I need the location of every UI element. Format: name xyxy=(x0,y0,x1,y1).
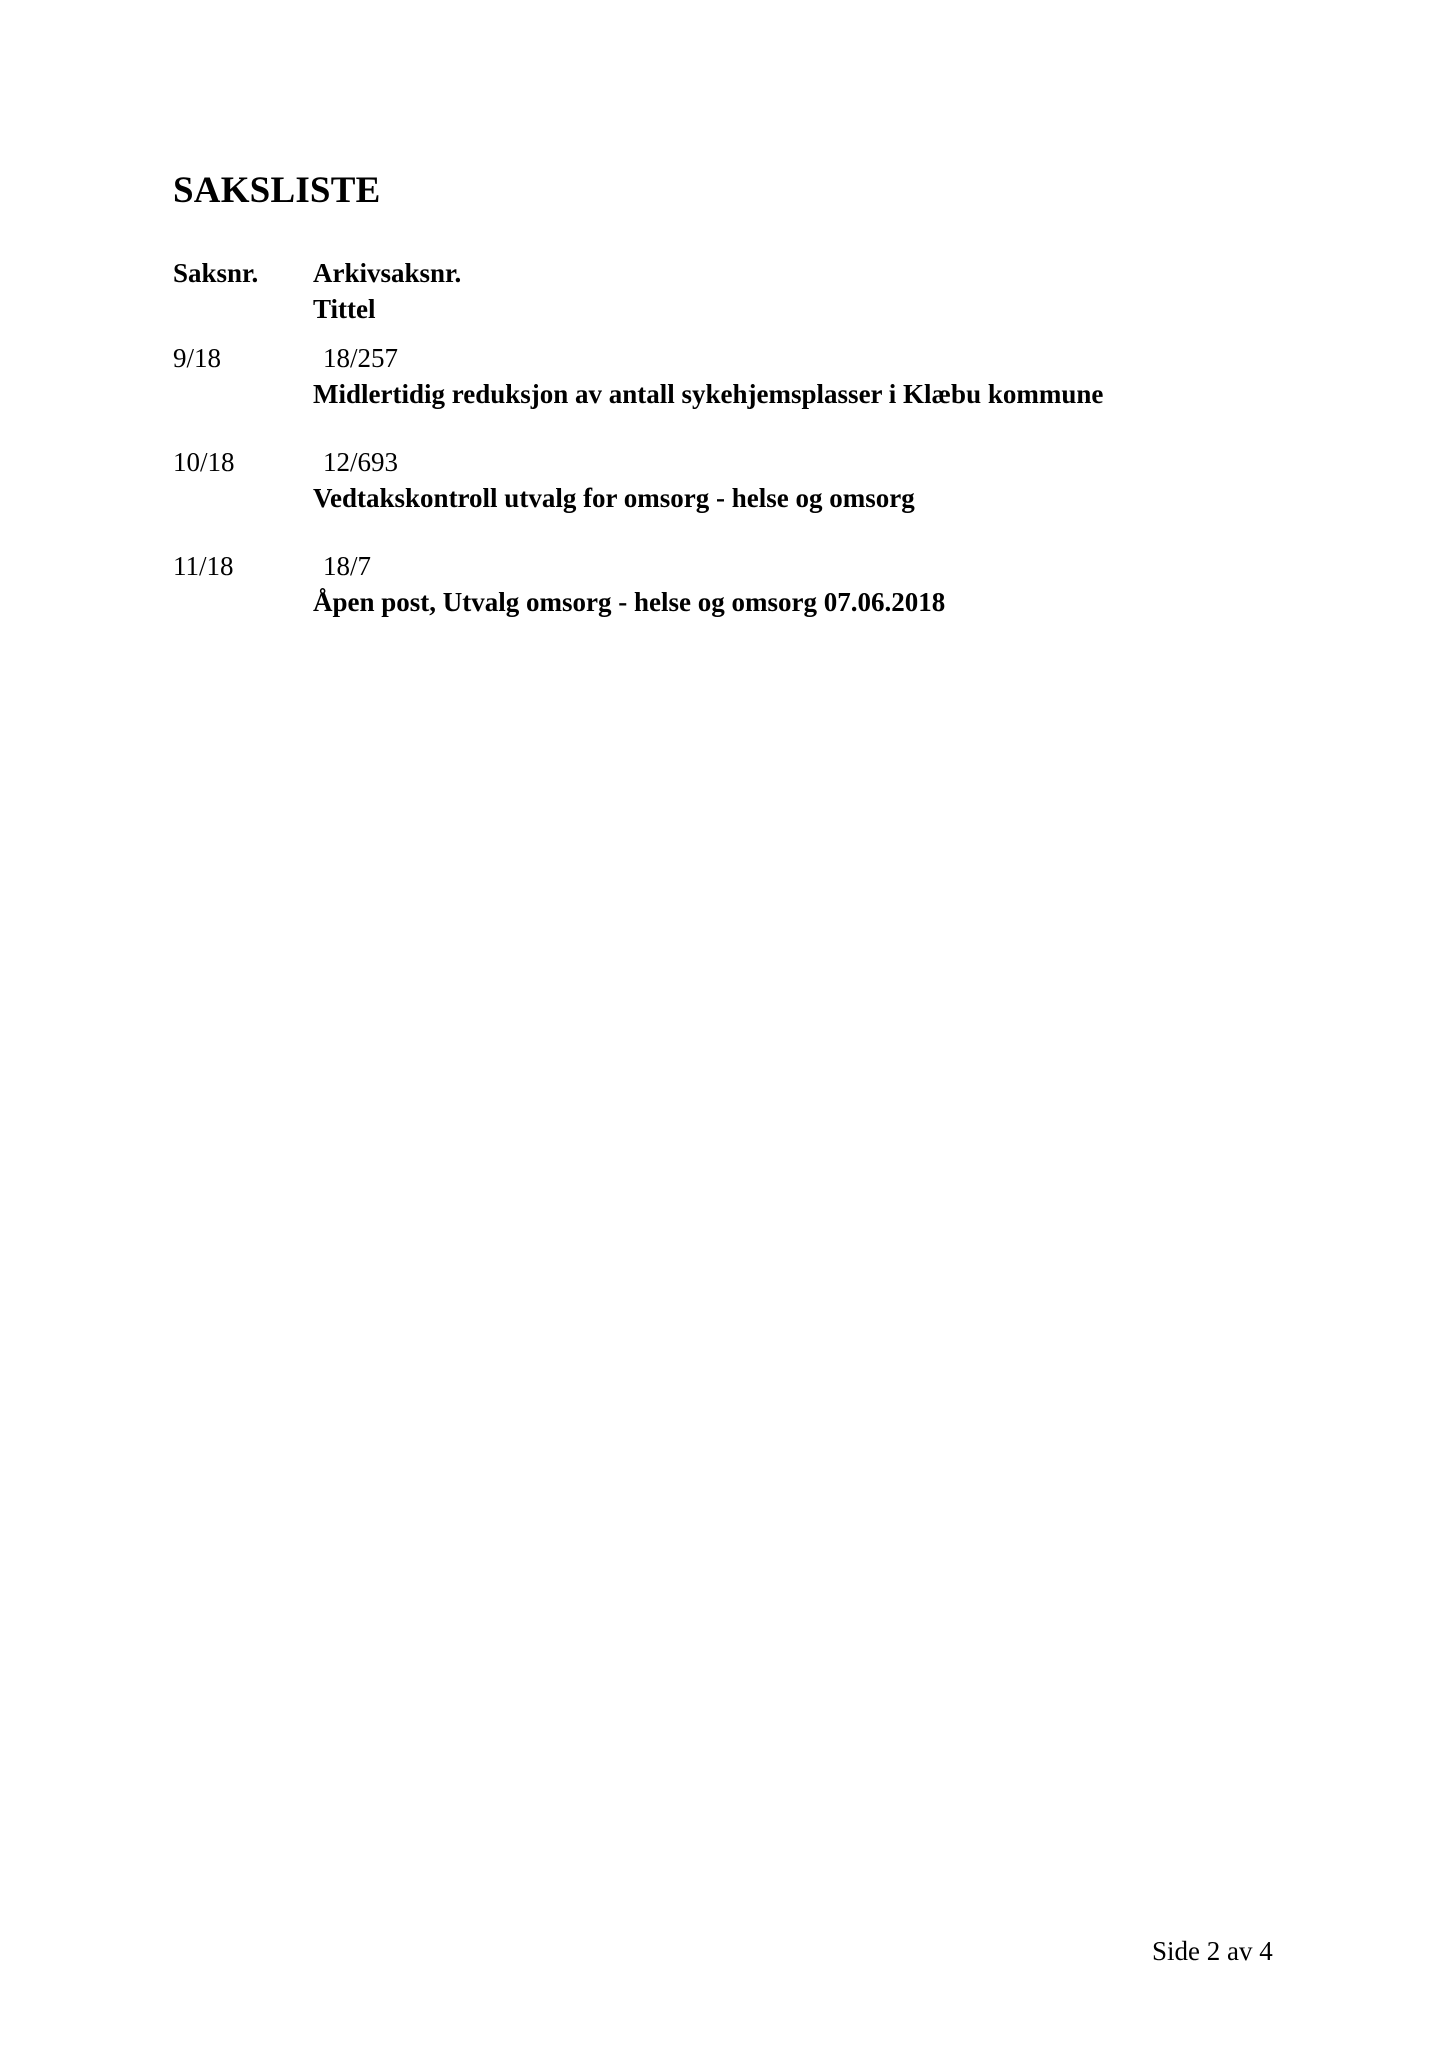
page-title: SAKSLISTE xyxy=(173,170,381,211)
page-number: Side 2 av 4 xyxy=(1152,1936,1273,1966)
case-title: Midlertidig reduksjon av antall sykehjemsplasser i Klæbu kommune xyxy=(313,379,1104,409)
case-arkivsaksnr: 18/257 xyxy=(323,343,399,373)
case-title: Vedtakskontroll utvalg for omsorg - helse og omsorg xyxy=(313,483,915,513)
column-header-arkivsaksnr: Arkivsaksnr. xyxy=(313,258,462,288)
case-item xyxy=(0,553,1448,633)
column-header-saksnr: Saksnr. xyxy=(173,258,259,288)
case-item xyxy=(0,345,1448,425)
case-saksnr: 9/18 xyxy=(173,343,222,373)
case-arkivsaksnr: 12/693 xyxy=(323,447,399,477)
case-item xyxy=(0,449,1448,529)
case-title: Åpen post, Utvalg omsorg - helse og omsorg 07.06.2018 xyxy=(313,587,946,617)
case-arkivsaksnr: 18/7 xyxy=(323,551,372,581)
case-saksnr: 10/18 xyxy=(173,447,235,477)
column-header-tittel: Tittel xyxy=(313,294,376,324)
case-saksnr: 11/18 xyxy=(173,551,234,581)
